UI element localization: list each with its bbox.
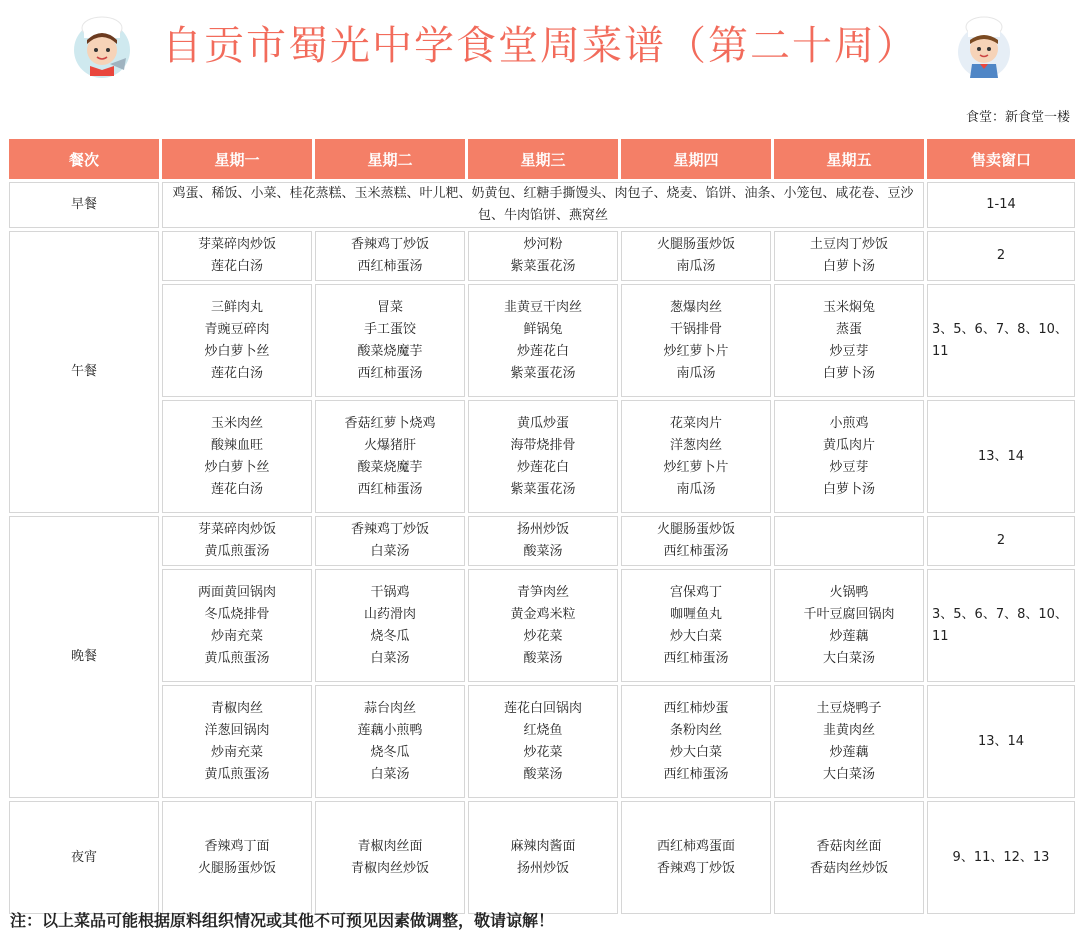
lunch-tuesday-cell xyxy=(315,284,465,397)
dish-item: 大白菜汤 xyxy=(822,650,875,666)
dish-item: 莲花白回锅肉 xyxy=(503,700,582,716)
dinner-thursday-cell xyxy=(621,569,771,682)
dish-item: 火锅鸭 xyxy=(829,584,869,600)
dinner-tuesday-cell xyxy=(315,685,465,798)
dinner-thursday-cell xyxy=(621,685,771,798)
dish-item: 蒸蛋 xyxy=(835,321,862,337)
dish-item: 土豆肉丁炒饭 xyxy=(809,237,888,252)
dish-item: 西红柿蛋汤 xyxy=(663,650,729,666)
canteen-location: 食堂：新食堂一楼 xyxy=(965,110,1070,125)
dish-item: 青豌豆碎肉 xyxy=(204,321,270,337)
weekly-menu-table xyxy=(6,136,1078,917)
footnote: 注：以上菜品可能根据原料组织情况或其他不可预见因素做调整，敬请谅解！ xyxy=(10,911,555,930)
dish-item: 西红柿蛋汤 xyxy=(663,544,729,559)
dish-item: 酸菜烧魔芋 xyxy=(357,343,423,359)
dish-item: 莲藕小煎鸭 xyxy=(357,722,423,738)
dish-item: 西红柿蛋汤 xyxy=(357,481,423,497)
dish-item: 紫菜蛋花汤 xyxy=(510,481,576,497)
dish-item: 炒白萝卜丝 xyxy=(204,459,270,475)
col-monday: 星期一 xyxy=(162,139,312,179)
dish-item: 酸菜汤 xyxy=(523,544,563,559)
dish-item: 炒红萝卜片 xyxy=(663,343,729,359)
dish-item: 黄金鸡米粒 xyxy=(510,606,576,622)
dish-item: 青椒肉丝炒饭 xyxy=(350,860,429,876)
dinner-friday-cell xyxy=(774,685,924,798)
lunch-monday-cell xyxy=(162,284,312,397)
dish-item: 鲜锅兔 xyxy=(523,321,563,337)
dish-item: 韭黄肉丝 xyxy=(822,722,875,738)
dish-item: 花菜肉片 xyxy=(669,415,722,431)
dinner-friday-cell xyxy=(774,569,924,682)
dish-item: 白菜汤 xyxy=(370,544,410,559)
lunch-row xyxy=(9,400,1075,513)
dish-item: 韭黄豆干肉丝 xyxy=(503,299,582,315)
lunch-monday-cell xyxy=(162,231,312,281)
dish-item: 西红柿炒蛋 xyxy=(663,700,729,716)
lunch-window: 2 xyxy=(927,231,1075,281)
dinner-window: 3、5、6、7、8、10、11 xyxy=(927,569,1075,682)
dish-item: 莲花白汤 xyxy=(210,481,263,497)
dish-item: 黄瓜煎蛋汤 xyxy=(204,766,270,782)
dish-item: 南瓜汤 xyxy=(676,259,716,274)
dish-item: 白菜汤 xyxy=(370,766,410,782)
dish-item: 莲花白汤 xyxy=(210,365,263,381)
lunch-wednesday-cell xyxy=(468,231,618,281)
dish-item: 冬瓜烧排骨 xyxy=(204,606,270,622)
dish-item: 扬州炒饭 xyxy=(516,860,569,876)
dish-item: 莲花白汤 xyxy=(210,259,263,274)
dish-item: 西红柿鸡蛋面 xyxy=(656,838,735,854)
late-night-row xyxy=(9,801,1075,914)
dish-item: 千叶豆腐回锅肉 xyxy=(803,606,895,622)
dinner-row xyxy=(9,685,1075,798)
late-night-wednesday-cell xyxy=(468,801,618,914)
dish-item: 玉米肉丝 xyxy=(210,415,263,431)
meal-dinner: 晚餐 xyxy=(9,516,159,798)
dish-item: 青椒肉丝 xyxy=(210,700,263,716)
dish-item: 青笋肉丝 xyxy=(516,584,569,600)
dish-item: 炒河粉 xyxy=(523,237,563,252)
dinner-friday-cell xyxy=(774,516,924,566)
dish-item: 条粉肉丝 xyxy=(669,722,722,738)
dish-item: 冒菜 xyxy=(376,299,403,315)
dish-item: 玉米焖兔 xyxy=(822,299,875,315)
dinner-tuesday-cell xyxy=(315,516,465,566)
dish-item: 炒南充菜 xyxy=(210,744,263,760)
dish-item: 西红柿蛋汤 xyxy=(357,365,423,381)
lunch-thursday-cell xyxy=(621,284,771,397)
dish-item: 青椒肉丝面 xyxy=(357,838,423,854)
dish-item: 大白菜汤 xyxy=(822,766,875,782)
lunch-friday-cell xyxy=(774,284,924,397)
dish-item: 白萝卜汤 xyxy=(822,365,875,381)
dish-item: 紫菜蛋花汤 xyxy=(510,259,576,274)
dish-item: 小煎鸡 xyxy=(829,415,869,431)
chef-girl-icon xyxy=(70,14,134,80)
dish-item: 炒大白菜 xyxy=(669,744,722,760)
col-meal: 餐次 xyxy=(9,139,159,179)
dish-item: 土豆烧鸭子 xyxy=(816,700,882,716)
dinner-wednesday-cell xyxy=(468,516,618,566)
dinner-window: 13、14 xyxy=(927,685,1075,798)
dish-item: 黄瓜炒蛋 xyxy=(516,415,569,431)
lunch-friday-cell xyxy=(774,231,924,281)
late-night-window: 9、11、12、13 xyxy=(927,801,1075,914)
dish-item: 香辣鸡丁面 xyxy=(204,838,270,854)
dish-item: 烧冬瓜 xyxy=(370,744,410,760)
dinner-monday-cell xyxy=(162,685,312,798)
dish-item: 火腿肠蛋炒饭 xyxy=(656,522,735,537)
dish-item: 紫菜蛋花汤 xyxy=(510,365,576,381)
dish-item: 炒莲花白 xyxy=(516,343,569,359)
dish-item: 蒜台肉丝 xyxy=(363,700,416,716)
lunch-tuesday-cell xyxy=(315,400,465,513)
lunch-row xyxy=(9,284,1075,397)
dish-item: 酸辣血旺 xyxy=(210,437,263,453)
dish-item: 香菇红萝卜烧鸡 xyxy=(344,415,436,431)
header-row xyxy=(9,139,1075,179)
dish-item: 白萝卜汤 xyxy=(822,259,875,274)
dish-item: 麻辣肉酱面 xyxy=(510,838,576,854)
col-thursday: 星期四 xyxy=(621,139,771,179)
dish-item: 炒莲藕 xyxy=(829,744,869,760)
lunch-window: 13、14 xyxy=(927,400,1075,513)
dish-item: 南瓜汤 xyxy=(676,481,716,497)
dish-item: 火腿肠蛋炒饭 xyxy=(656,237,735,252)
dish-item: 宫保鸡丁 xyxy=(669,584,722,600)
col-friday: 星期五 xyxy=(774,139,924,179)
dinner-tuesday-cell xyxy=(315,569,465,682)
meal-late-night: 夜宵 xyxy=(9,801,159,914)
dish-item: 红烧鱼 xyxy=(523,722,563,738)
dish-item: 扬州炒饭 xyxy=(516,522,569,537)
dish-item: 南瓜汤 xyxy=(676,365,716,381)
dinner-row xyxy=(9,569,1075,682)
lunch-wednesday-cell xyxy=(468,400,618,513)
dish-item: 火腿肠蛋炒饭 xyxy=(197,860,276,876)
col-tuesday: 星期二 xyxy=(315,139,465,179)
late-night-monday-cell xyxy=(162,801,312,914)
dish-item: 海带烧排骨 xyxy=(510,437,576,453)
dinner-row xyxy=(9,516,1075,566)
breakfast-row xyxy=(9,182,1075,228)
dish-item: 火爆猪肝 xyxy=(363,437,416,453)
lunch-row xyxy=(9,231,1075,281)
dish-item: 香辣鸡丁炒饭 xyxy=(350,522,429,537)
dinner-thursday-cell xyxy=(621,516,771,566)
dish-item: 香辣鸡丁炒饭 xyxy=(656,860,735,876)
dish-item: 炒莲藕 xyxy=(829,628,869,644)
meal-breakfast: 早餐 xyxy=(9,182,159,228)
dish-item: 香菇肉丝面 xyxy=(816,838,882,854)
late-night-thursday-cell xyxy=(621,801,771,914)
dish-item: 洋葱回锅肉 xyxy=(204,722,270,738)
lunch-monday-cell xyxy=(162,400,312,513)
lunch-thursday-cell xyxy=(621,231,771,281)
late-night-friday-cell xyxy=(774,801,924,914)
dish-item: 黄瓜肉片 xyxy=(822,437,875,453)
dish-item: 山药滑肉 xyxy=(363,606,416,622)
dish-item: 芽菜碎肉炒饭 xyxy=(197,522,276,537)
dish-item: 黄瓜煎蛋汤 xyxy=(204,650,270,666)
lunch-thursday-cell xyxy=(621,400,771,513)
dish-item: 手工蛋饺 xyxy=(363,321,416,337)
page-title: 自贡市蜀光中学食堂周菜谱（第二十周） xyxy=(162,23,918,69)
lunch-wednesday-cell xyxy=(468,284,618,397)
dish-item: 烧冬瓜 xyxy=(370,628,410,644)
dish-item: 黄瓜煎蛋汤 xyxy=(204,544,270,559)
dish-item: 西红柿蛋汤 xyxy=(357,259,423,274)
dish-item: 三鲜肉丸 xyxy=(210,299,263,315)
breakfast-window: 1-14 xyxy=(927,182,1075,228)
dish-item: 两面黄回锅肉 xyxy=(197,584,276,600)
chef-boy-icon xyxy=(952,14,1016,80)
late-night-tuesday-cell xyxy=(315,801,465,914)
dish-item: 干锅排骨 xyxy=(669,321,722,337)
page-header xyxy=(0,0,1080,100)
col-wednesday: 星期三 xyxy=(468,139,618,179)
dish-item: 炒花菜 xyxy=(523,744,563,760)
dish-item: 香菇肉丝炒饭 xyxy=(809,860,888,876)
dish-item: 洋葱肉丝 xyxy=(669,437,722,453)
dish-item: 炒莲花白 xyxy=(516,459,569,475)
dish-item: 酸菜烧魔芋 xyxy=(357,459,423,475)
dish-item: 炒豆芽 xyxy=(829,343,869,359)
dish-item: 炒豆芽 xyxy=(829,459,869,475)
dinner-wednesday-cell xyxy=(468,685,618,798)
dish-item: 白菜汤 xyxy=(370,650,410,666)
lunch-window: 3、5、6、7、8、10、11 xyxy=(927,284,1075,397)
dinner-window: 2 xyxy=(927,516,1075,566)
dish-item: 炒南充菜 xyxy=(210,628,263,644)
dish-item: 咖喱鱼丸 xyxy=(669,606,722,622)
dish-item: 炒白萝卜丝 xyxy=(204,343,270,359)
dish-item: 白萝卜汤 xyxy=(822,481,875,497)
dish-item: 芽菜碎肉炒饭 xyxy=(197,237,276,252)
dish-item: 炒大白菜 xyxy=(669,628,722,644)
dish-item: 炒红萝卜片 xyxy=(663,459,729,475)
lunch-friday-cell xyxy=(774,400,924,513)
dish-item: 炒花菜 xyxy=(523,628,563,644)
dinner-monday-cell xyxy=(162,569,312,682)
dish-item: 酸菜汤 xyxy=(523,650,563,666)
dinner-wednesday-cell xyxy=(468,569,618,682)
breakfast-items: 鸡蛋、稀饭、小菜、桂花蒸糕、玉米蒸糕、叶儿粑、奶黄包、红糖手撕馒头、肉包子、烧麦、馅饼、油条、小笼包、咸花卷、豆沙包、牛肉馅饼、燕窝丝 xyxy=(162,182,924,228)
dish-item: 西红柿蛋汤 xyxy=(663,766,729,782)
lunch-tuesday-cell xyxy=(315,231,465,281)
dish-item: 葱爆肉丝 xyxy=(669,299,722,315)
dinner-monday-cell xyxy=(162,516,312,566)
dish-item: 香辣鸡丁炒饭 xyxy=(350,237,429,252)
meal-lunch: 午餐 xyxy=(9,231,159,513)
col-window: 售卖窗口 xyxy=(927,139,1075,179)
dish-item: 酸菜汤 xyxy=(523,766,563,782)
dish-item: 干锅鸡 xyxy=(370,584,410,600)
